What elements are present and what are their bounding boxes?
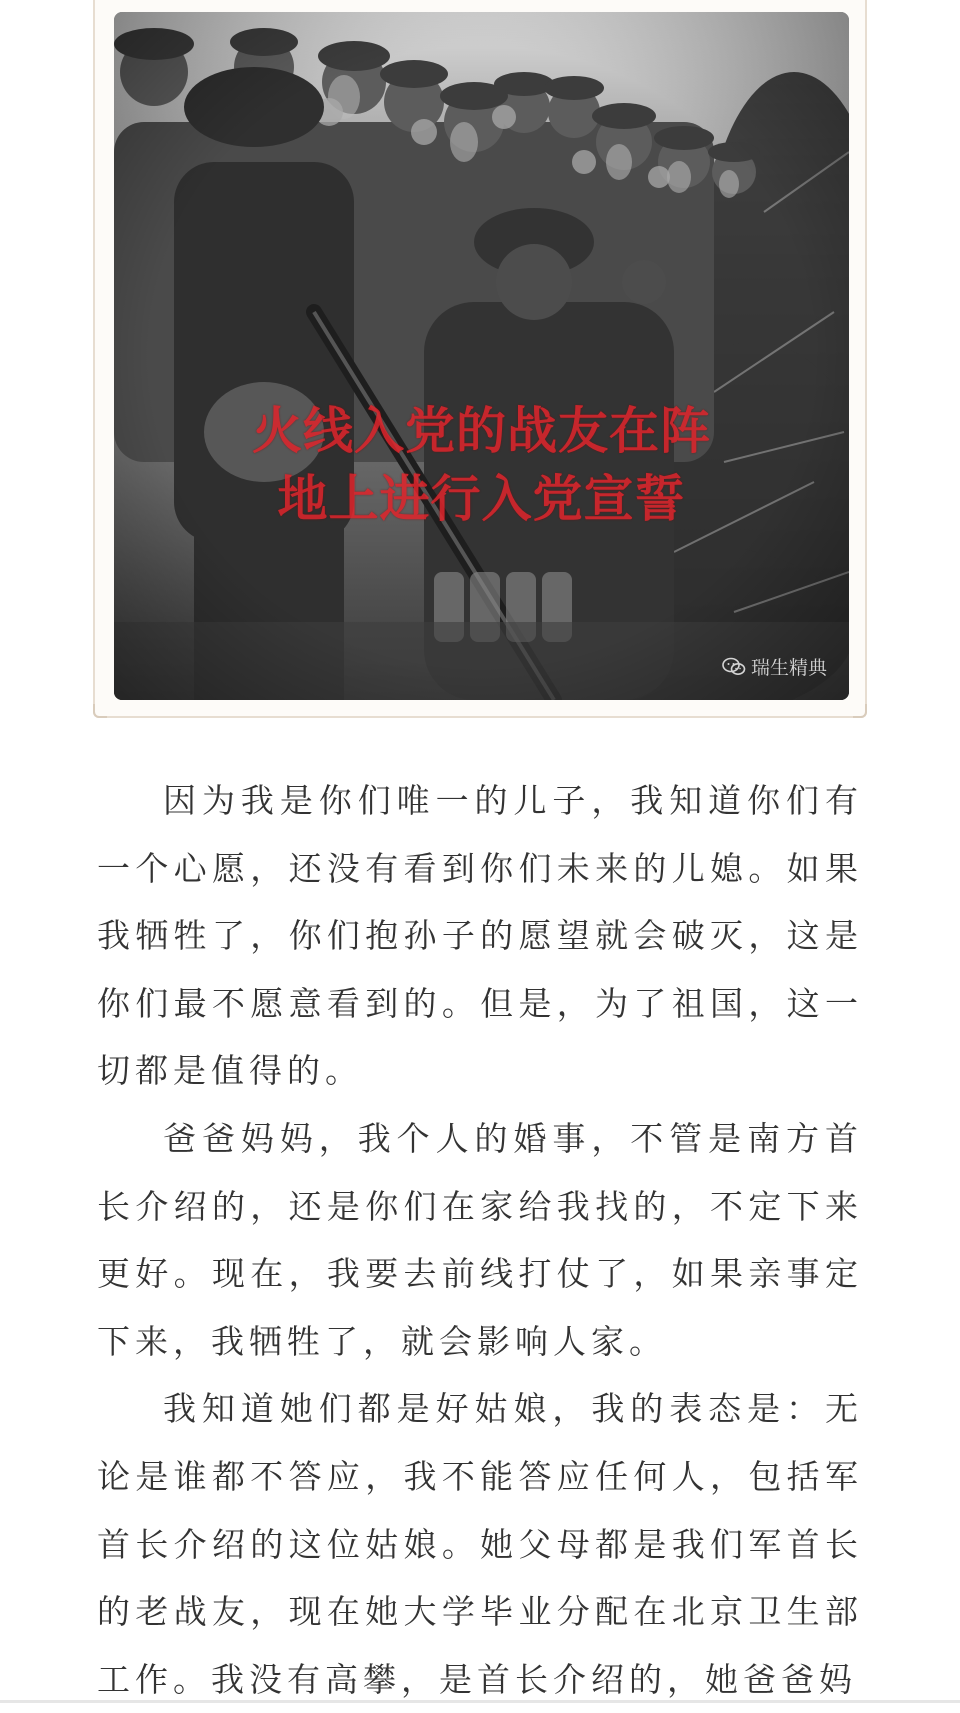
photo-frame — [93, 0, 867, 718]
frame-corner-ornament — [853, 704, 867, 718]
photo-caption-line-1: 火线入党的战友在阵 — [252, 402, 711, 460]
article-body — [97, 767, 863, 1713]
article-paragraph-1: 因为我是你们唯一的儿子，我知道你们有一个心愿，还没有看到你们未来的儿媳。如果我牺牲了，你们抱孙子的愿望就会破灭，这是你们最不愿意看到的。但是，为了祖国，这一切都是值得的。 — [97, 781, 863, 1091]
watermark-text: 瑞生精典 — [750, 657, 827, 679]
historical-photo — [114, 12, 849, 700]
photo-caption — [114, 397, 849, 533]
soldiers-photo-image — [114, 12, 849, 700]
article-paragraph-2: 爸爸妈妈，我个人的婚事，不管是南方首长介绍的，还是你们在家给我找的，不定下来更好。现在，我要去前线打仗了，如果亲事定下来，我牺牲了，就会影响人家。 — [97, 1118, 863, 1361]
photo-caption-line-2: 地上进行入党宣誓 — [277, 470, 686, 528]
wechat-icon — [722, 657, 746, 677]
frame-corner-ornament — [93, 704, 107, 718]
article-paragraph-3: 我知道她们都是好姑娘，我的表态是：无论是谁都不答应，我不能答应任何人，包括军首长介绍的这位姑娘。她父母都是我们军首长的老战友，现在她大学毕业分配在北京卫生部工作。我没有高攀，是首长介绍的，她爸爸妈 — [97, 1389, 863, 1699]
photo-watermark — [722, 653, 827, 680]
